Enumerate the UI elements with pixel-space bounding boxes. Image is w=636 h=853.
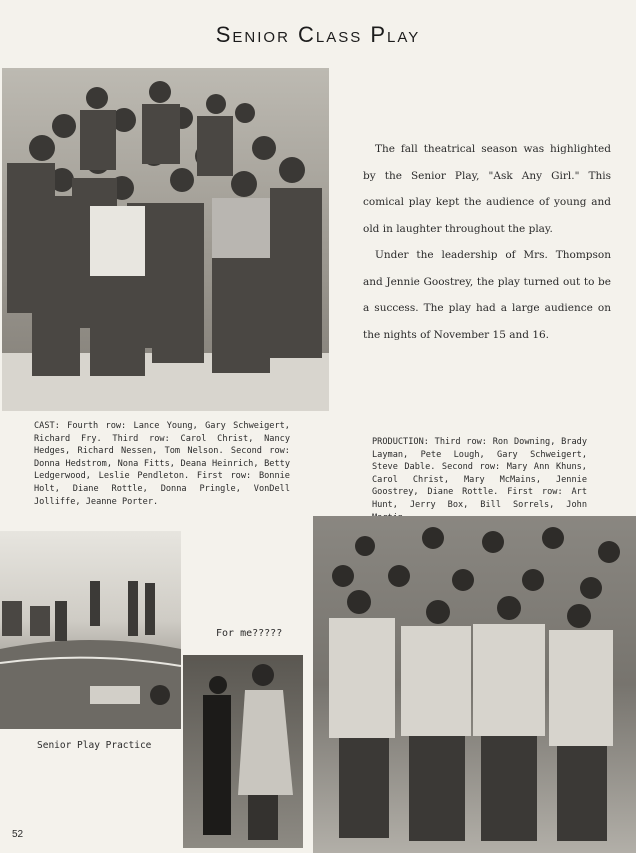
- for-me-caption: For me?????: [216, 628, 283, 639]
- practice-caption: Senior Play Practice: [37, 740, 152, 751]
- article-text: [363, 136, 611, 348]
- cast-caption: CAST: Fourth row: Lance Young, Gary Schweigert, Richard Fry. Third row: Carol Christ, Nancy Hedges, Richard Nessen, Tom Nelson. Second row: Donna Hedstrom, Nona Fitts, Deana Heinrich, Betty Ledgerwood, Leslie Pendleton. First row: Bonnie Holt, Diane Rottle, Donna Pringle, VonDell Jolliffe, Jeanne Porter.: [34, 421, 290, 507]
- production-caption: PRODUCTION: Third row: Ron Downing, Brady Layman, Pete Lough, Gary Schweigert, Steve Dable. Second row: Mary Ann Khuns, Carol Christ, Mary McMains, Jennie Goostrey, Diane Rottle. First row: Art Hunt, Jerry Box, Bill Sorrels, John: [372, 437, 587, 510]
- production-group-photo: [313, 516, 636, 853]
- page-number: 52: [12, 829, 24, 840]
- page-title: Senior Class Play: [215, 22, 421, 47]
- article-paragraph: The fall theatrical season was highlighted by the Senior Play, "Ask Any Girl." This comical play kept the audience of young and old in laughter throughout the play.: [363, 143, 611, 235]
- practice-photo: [0, 531, 181, 729]
- for-me-photo: [183, 655, 303, 848]
- article-paragraph: Under the leadership of Mrs. Thompson and Jennie Goostrey, the play turned out to be a success. The play had a large audience on the nights of November 15 and 16.: [363, 249, 611, 341]
- cast-group-photo: [2, 68, 329, 411]
